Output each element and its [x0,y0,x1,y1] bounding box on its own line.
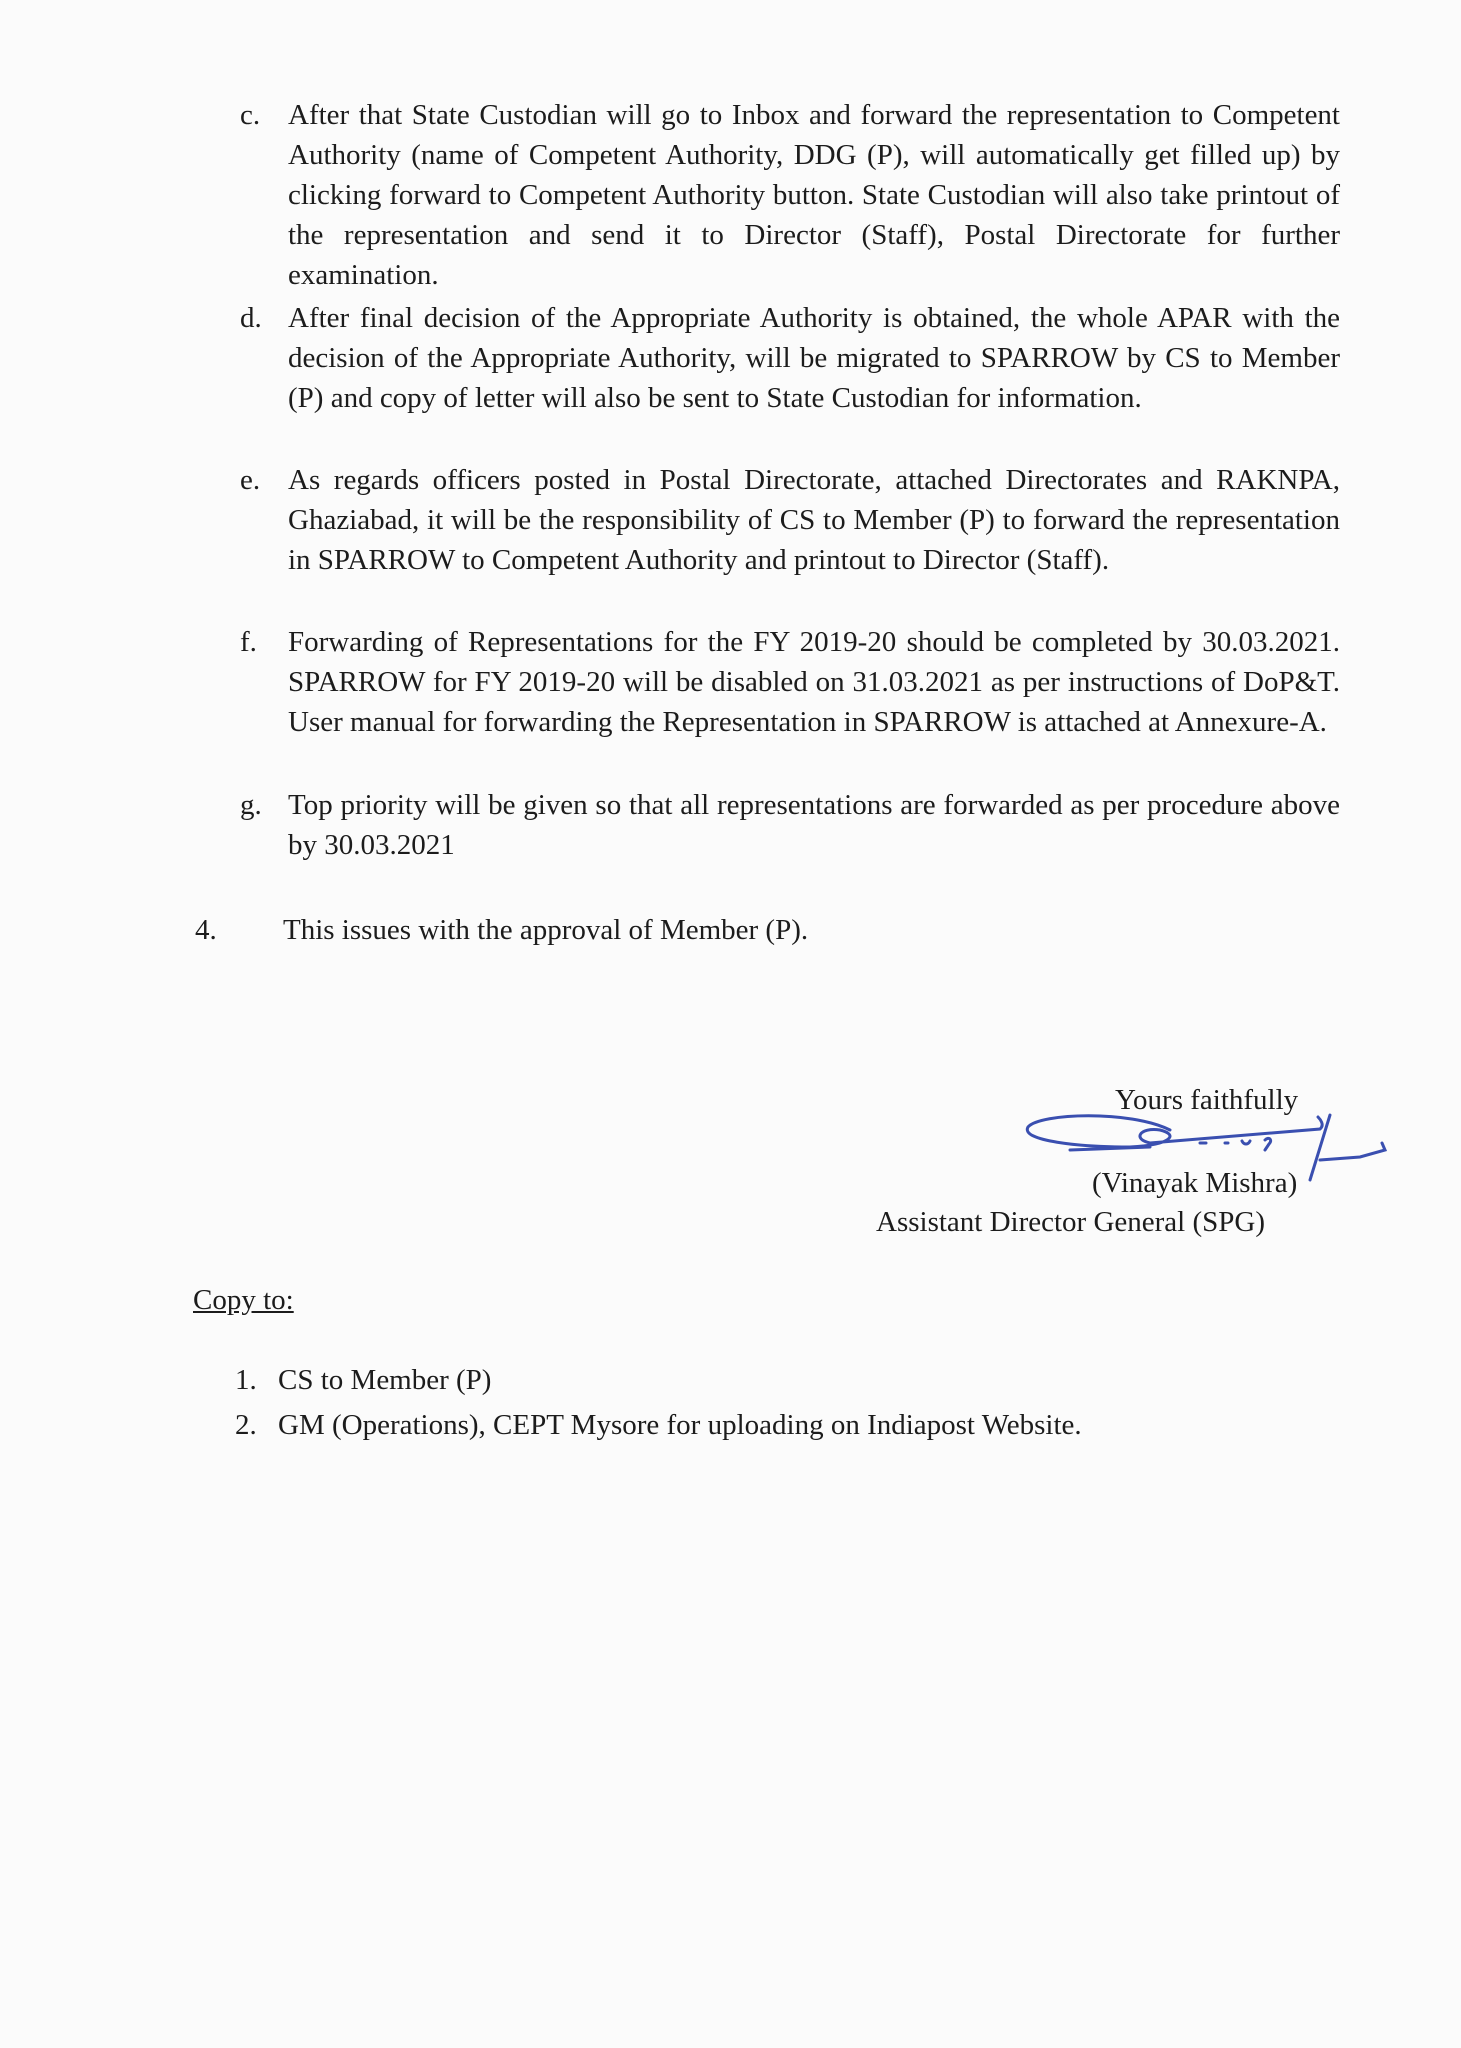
copy-item-number: 2. [235,1409,257,1441]
copy-item-text: CS to Member (P) [278,1364,492,1396]
item-text: Forwarding of Representations for the FY 2019-20 should be completed by 30.03.2021. SPARROW for FY 2019-20 will be disabled on 31.03.2021 as per instructions of DoP&T. User manual for forwarding the Representation in SPARROW is attached at Annexure-A. [288,626,1340,738]
item-label: d. [240,302,262,334]
copy-item-text: GM (Operations), CEPT Mysore for uploading on Indiapost Website. [278,1409,1082,1441]
item-text: After that State Custodian will go to Inbox and forward the representation to Competent Authority (name of Competent Authority, DDG (P), will automatically get filled up) by clicking forward to Competent Authority button. State Custodian will also take printout of the representation and send it to Director (Staff), Postal Directorate for further examination. [288,99,1340,291]
list-item-f [240,622,1340,742]
copy-to-item [235,1405,1082,1445]
signatory-designation: Assistant Director General (SPG) [876,1206,1265,1238]
paragraph-number: 4. [195,914,217,946]
signatory-name: (Vinayak Mishra) [1092,1167,1298,1199]
item-label: g. [240,789,262,821]
item-label: c. [240,99,261,131]
item-text: Top priority will be given so that all representations are forwarded as per procedure above by 30.03.2021 [288,789,1340,861]
item-label: f. [240,626,257,658]
salutation: Yours faithfully [1115,1084,1299,1116]
copy-to-item [235,1360,491,1400]
paragraph-4 [195,910,808,950]
item-label: e. [240,464,261,496]
list-item-c [240,95,1340,295]
item-text: As regards officers posted in Postal Directorate, attached Directorates and RAKNPA, Ghaziabad, it will be the responsibility of CS to Member (P) to forward the representation in SPARROW to Competent Authority and printout to Director (Staff). [288,464,1340,576]
list-item-e [240,460,1340,580]
list-item-g [240,785,1340,865]
copy-to-heading: Copy to: [193,1284,294,1316]
list-item-d [240,298,1340,418]
item-text: After final decision of the Appropriate Authority is obtained, the whole APAR with the decision of the Appropriate Authority, will be migrated to SPARROW by CS to Member (P) and copy of letter will also be sent to State Custodian for information. [288,302,1340,414]
paragraph-text: This issues with the approval of Member (P). [283,914,809,946]
copy-item-number: 1. [235,1364,257,1396]
